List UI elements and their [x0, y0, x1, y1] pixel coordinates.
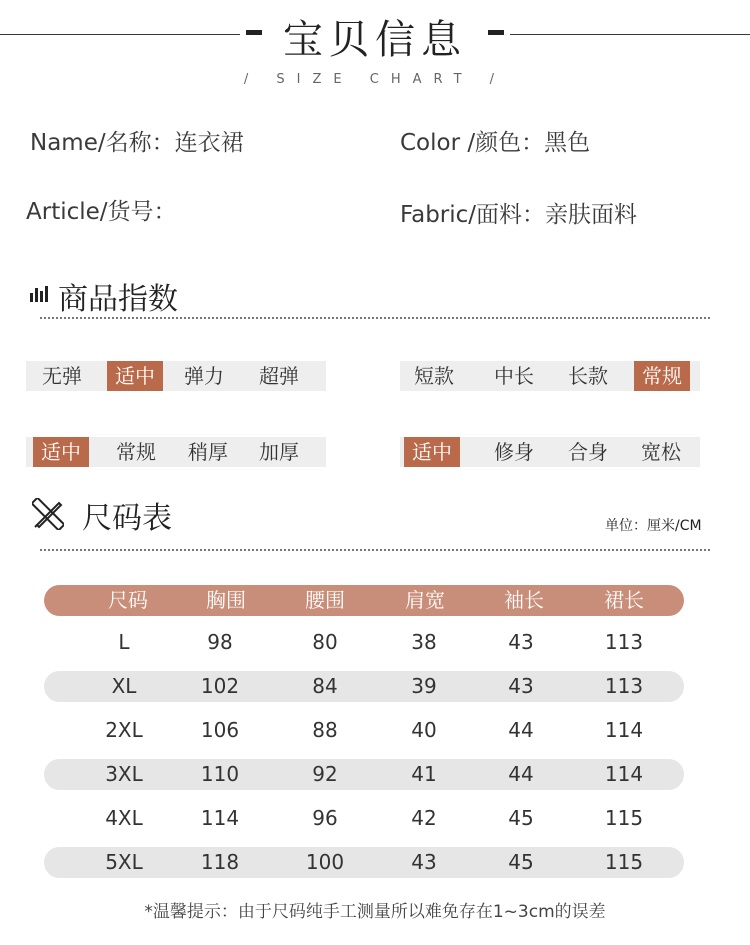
table-cell: 45	[508, 850, 534, 874]
page-title: 宝贝信息	[283, 17, 467, 63]
section-title-index: 商品指数	[58, 282, 178, 317]
index-option: 中长	[494, 364, 534, 388]
table-cell: 110	[200, 762, 240, 786]
table-cell: 43	[508, 674, 534, 698]
table-cell: 80	[312, 630, 338, 654]
table-cell: 44	[508, 762, 534, 786]
table-cell: 2XL	[105, 718, 143, 742]
table-cell: 88	[312, 718, 338, 742]
column-header: 袖长	[504, 588, 544, 612]
section-title-size: 尺码表	[82, 501, 172, 536]
info-article: Article/货号：	[26, 199, 177, 225]
header-line-right	[510, 34, 750, 35]
header-dash-right	[488, 30, 504, 35]
table-cell: 114	[604, 762, 644, 786]
column-header: 裙长	[604, 588, 644, 612]
column-header: 肩宽	[405, 588, 445, 612]
table-cell: 39	[411, 674, 437, 698]
index-option: 宽松	[641, 440, 681, 464]
table-row	[44, 847, 684, 878]
bar-chart-icon	[30, 284, 48, 302]
index-bar-elasticity	[26, 361, 326, 391]
index-option: 短款	[414, 364, 454, 388]
table-cell: 44	[508, 718, 534, 742]
table-row	[44, 671, 684, 702]
table-cell: 115	[604, 806, 644, 830]
index-option: 加厚	[259, 440, 299, 464]
table-cell: 84	[312, 674, 338, 698]
table-cell: 38	[411, 630, 437, 654]
info-fabric: Fabric/面料：亲肤面料	[400, 202, 638, 228]
table-cell: XL	[111, 674, 137, 698]
table-cell: 102	[200, 674, 240, 698]
table-cell: 113	[604, 674, 644, 698]
table-cell: 106	[200, 718, 240, 742]
index-bar-fit	[400, 437, 700, 467]
table-cell: 98	[207, 630, 233, 654]
table-row	[44, 715, 684, 746]
index-bar-thickness	[26, 437, 326, 467]
table-cell: 115	[604, 850, 644, 874]
table-cell: 114	[200, 806, 240, 830]
index-option-selected: 适中	[33, 437, 89, 467]
index-option-selected: 适中	[404, 437, 460, 467]
table-cell: 118	[200, 850, 240, 874]
table-header	[44, 585, 684, 616]
index-option-selected: 常规	[634, 361, 690, 391]
table-cell: 43	[411, 850, 437, 874]
table-row	[44, 759, 684, 790]
table-cell: 42	[411, 806, 437, 830]
table-cell: L	[118, 630, 130, 654]
info-color: Color /颜色：黑色	[400, 130, 591, 156]
section-divider-index	[40, 317, 710, 319]
table-cell: 96	[312, 806, 338, 830]
index-option-selected: 适中	[107, 361, 163, 391]
index-option: 稍厚	[188, 440, 228, 464]
table-cell: 5XL	[105, 850, 143, 874]
table-cell: 40	[411, 718, 437, 742]
table-cell: 41	[411, 762, 437, 786]
table-cell: 43	[508, 630, 534, 654]
table-cell: 3XL	[105, 762, 143, 786]
index-option: 无弹	[42, 364, 82, 388]
table-cell: 100	[305, 850, 345, 874]
index-option: 修身	[494, 440, 534, 464]
measurement-note: *温馨提示：由于尺码纯手工测量所以难免存在1~3cm的误差	[144, 902, 606, 922]
index-bar-length	[400, 361, 700, 391]
table-cell: 4XL	[105, 806, 143, 830]
table-cell: 92	[312, 762, 338, 786]
section-divider-size	[40, 549, 710, 551]
index-option: 长款	[568, 364, 608, 388]
index-option: 常规	[116, 440, 156, 464]
column-header: 胸围	[206, 588, 246, 612]
ruler-pencil-icon	[32, 498, 64, 530]
index-option: 合身	[568, 440, 608, 464]
table-cell: 113	[604, 630, 644, 654]
page-subtitle: / SIZE CHART /	[243, 72, 507, 87]
table-row	[44, 627, 684, 658]
unit-label: 单位：厘米/CM	[605, 518, 702, 534]
table-cell: 45	[508, 806, 534, 830]
table-row	[44, 803, 684, 834]
index-option: 超弹	[259, 364, 299, 388]
info-name: Name/名称：连衣裙	[30, 130, 244, 156]
index-option: 弹力	[184, 364, 224, 388]
column-header: 腰围	[305, 588, 345, 612]
table-cell: 114	[604, 718, 644, 742]
column-header: 尺码	[108, 588, 148, 612]
